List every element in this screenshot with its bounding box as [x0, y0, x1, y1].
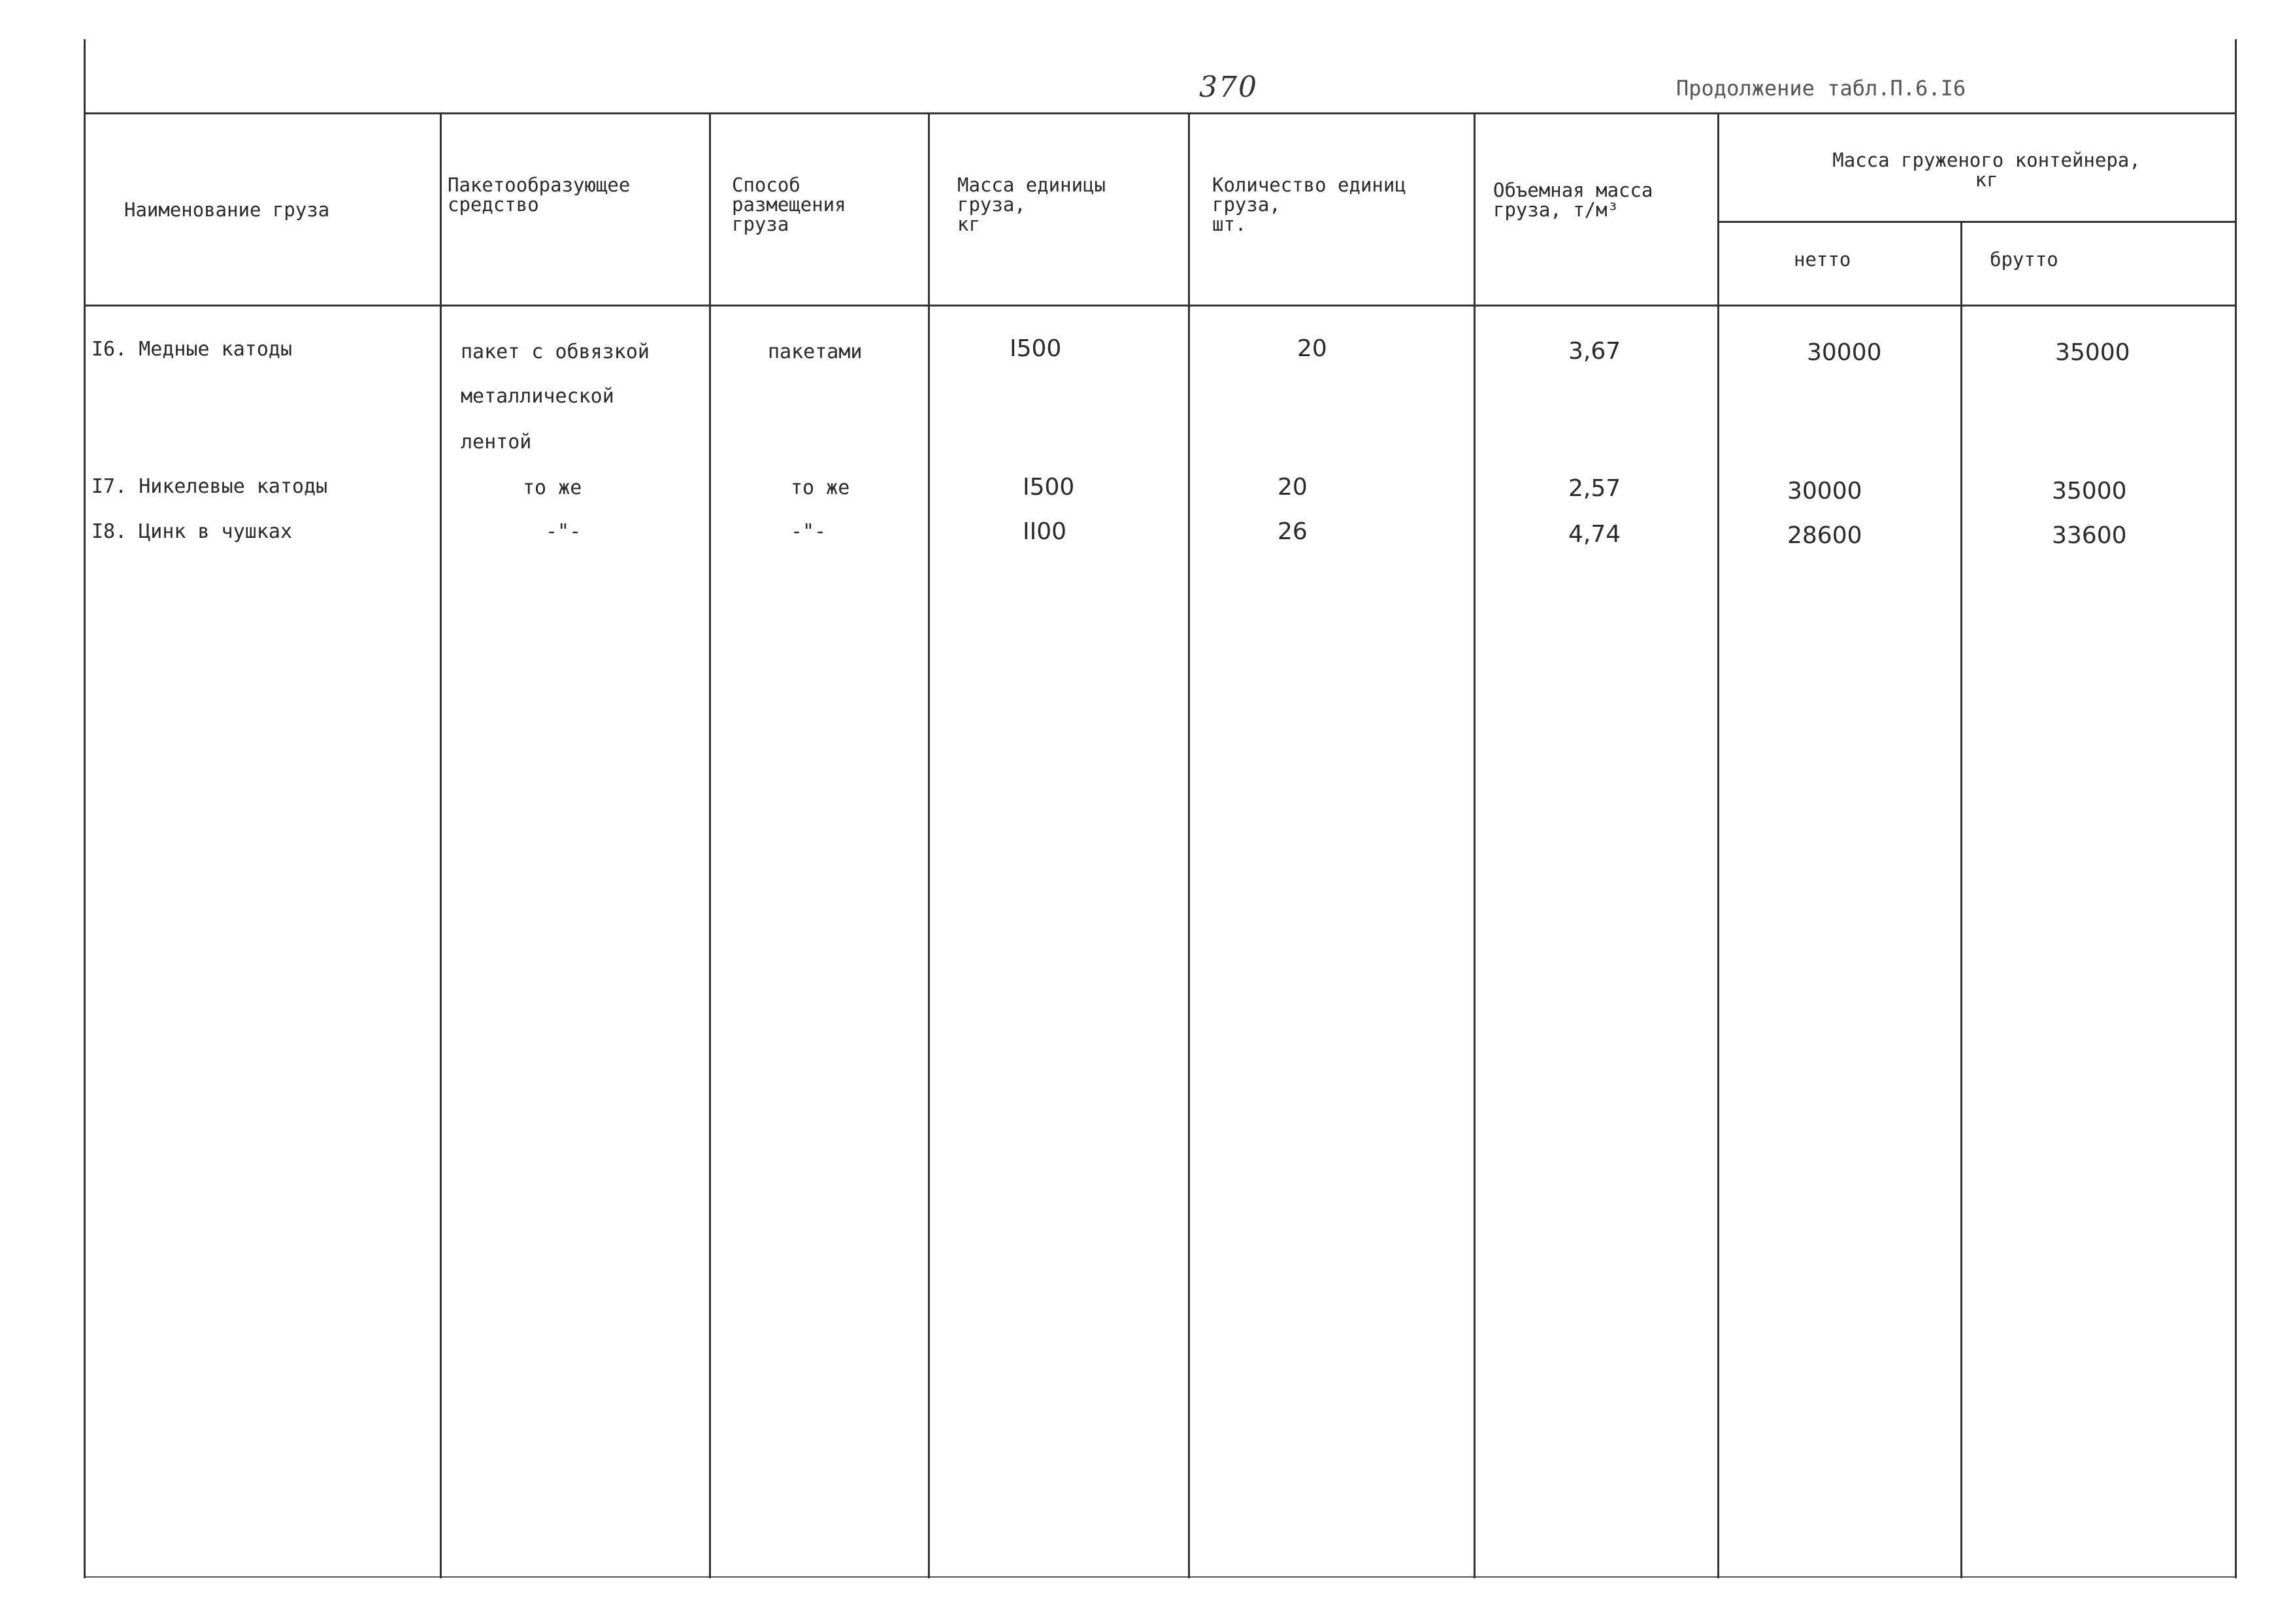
- row-1-placement: пакетами: [768, 340, 863, 363]
- row-3-packaging: -"-: [546, 520, 582, 543]
- row-3-bulk-mass: 4,74: [1568, 521, 1621, 548]
- header-container-mass: Масса груженого контейнера, кг: [1832, 149, 2141, 191]
- column-divider-5: [1474, 112, 1476, 1578]
- row-1-bulk-mass: 3,67: [1568, 338, 1621, 365]
- column-divider-1: [440, 112, 442, 1578]
- row-1-unit-mass: I500: [1010, 335, 1062, 362]
- row-3-brutto: 33600: [2052, 522, 2127, 549]
- header-packaging: Пакетообразующее средство: [448, 174, 631, 216]
- column-divider-7: [1960, 221, 1962, 1578]
- row-1-packaging-line-3: лентой: [461, 431, 532, 454]
- row-3-unit-mass: II00: [1023, 518, 1067, 545]
- table-continuation-label: Продолжение табл.П.6.I6: [1676, 76, 1966, 101]
- page-number: 370: [1199, 71, 1258, 104]
- header-unit-mass: Масса единицы груза, кг: [957, 174, 1106, 235]
- header-brutto: брутто: [1990, 248, 2058, 271]
- header-cargo-name: Наименование груза: [124, 199, 330, 221]
- row-3-netto: 28600: [1787, 522, 1862, 549]
- row-2-cargo-name: I7. Никелевые катоды: [91, 475, 328, 498]
- row-2-bulk-mass: 2,57: [1568, 475, 1621, 502]
- row-1-packaging-line-1: пакет с обвязкой: [461, 340, 650, 363]
- row-2-unit-mass: I500: [1023, 474, 1075, 501]
- subheader-divider: [1717, 221, 2235, 223]
- row-2-packaging: то же: [523, 476, 582, 499]
- column-divider-3: [928, 112, 930, 1578]
- column-divider-6: [1717, 112, 1719, 1578]
- table-left-border: [84, 39, 86, 1578]
- row-1-cargo-name: I6. Медные катоды: [91, 338, 293, 361]
- header-bulk-mass: Объемная масса груза, т/м³: [1493, 179, 1653, 221]
- row-2-placement: то же: [791, 476, 850, 499]
- table-bottom-border: [85, 1576, 2235, 1578]
- row-1-brutto: 35000: [2055, 339, 2130, 366]
- header-netto: нетто: [1794, 248, 1851, 271]
- header-bottom-border: [85, 305, 2235, 307]
- table-right-border: [2235, 39, 2237, 1578]
- header-unit-count: Количество единиц груза, шт.: [1212, 174, 1406, 235]
- row-1-unit-count: 20: [1297, 335, 1327, 362]
- header-placement: Способ размещения груза: [732, 174, 846, 235]
- row-1-packaging-line-2: металлической: [461, 385, 614, 408]
- row-2-netto: 30000: [1787, 478, 1862, 505]
- table-top-border: [85, 112, 2235, 114]
- row-1-netto: 30000: [1807, 339, 1882, 366]
- column-divider-2: [709, 112, 711, 1578]
- row-3-cargo-name: I8. Цинк в чушках: [91, 520, 293, 543]
- row-3-unit-count: 26: [1278, 518, 1308, 545]
- row-2-unit-count: 20: [1278, 474, 1308, 501]
- column-divider-4: [1188, 112, 1190, 1578]
- row-2-brutto: 35000: [2052, 478, 2127, 505]
- row-3-placement: -"-: [791, 520, 827, 543]
